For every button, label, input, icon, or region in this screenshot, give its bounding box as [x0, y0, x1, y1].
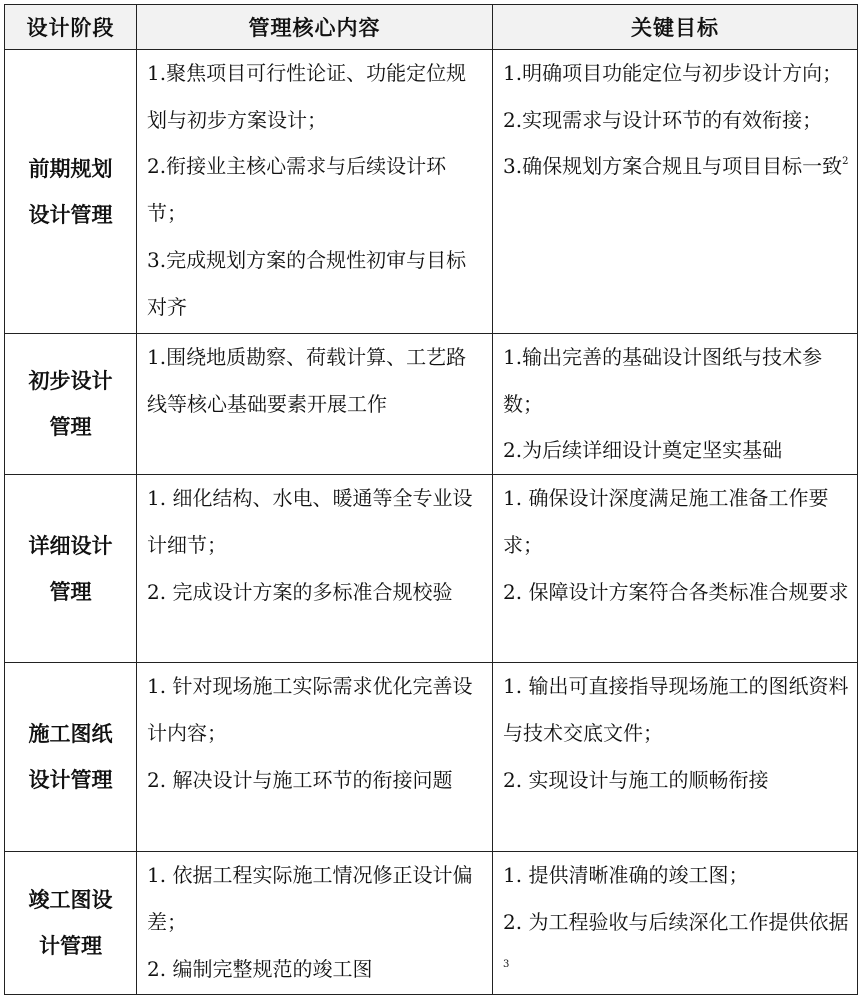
table-row	[5, 334, 858, 475]
content-item: 3.完成规划方案的合规性初审与目标对齐	[147, 247, 467, 319]
footnote-marker: 2	[842, 156, 849, 168]
content-cell	[137, 852, 493, 995]
goal-cell	[493, 475, 858, 663]
content-item: 1.聚焦项目可行性论证、功能定位规划与初步方案设计；	[147, 61, 467, 132]
goal-cell	[493, 852, 858, 995]
header-row	[5, 5, 858, 50]
stage-label: 施工图纸	[28, 722, 113, 747]
stage-label: 初步设计	[28, 369, 113, 394]
header-content: 管理核心内容	[137, 5, 493, 50]
stage-cell	[5, 50, 137, 334]
goal-item	[503, 143, 849, 190]
table-row	[5, 852, 858, 995]
goal-text: 3.确保规划方案合规且与项目目标一致	[503, 154, 843, 179]
content-item: 2. 完成设计方案的多标准合规校验	[147, 579, 453, 604]
header-stage: 设计阶段	[5, 5, 137, 50]
content-item: 1. 细化结构、水电、暖通等全专业设计细节；	[147, 486, 473, 557]
goal-item	[503, 899, 849, 992]
stage-label: 竣工图设	[28, 888, 113, 913]
goal-cell	[493, 50, 858, 334]
goal-item: 2.实现需求与设计环节的有效衔接；	[503, 107, 823, 132]
goal-item: 1. 提供清晰准确的竣工图；	[503, 863, 749, 888]
goal-item: 2. 保障设计方案符合各类标准合规要求	[503, 579, 849, 604]
stage-cell	[5, 663, 137, 852]
stage-cell	[5, 852, 137, 995]
content-item: 1. 依据工程实际施工情况修正设计偏差；	[147, 863, 473, 934]
content-cell	[137, 475, 493, 663]
goal-cell	[493, 334, 858, 475]
goal-item: 1. 确保设计深度满足施工准备工作要求；	[503, 486, 829, 557]
content-item: 1. 针对现场施工实际需求优化完善设计内容；	[147, 674, 473, 745]
header-goals: 关键目标	[493, 5, 858, 50]
stage-label: 管理	[49, 415, 92, 440]
goal-item: 2.为后续详细设计奠定坚实基础	[503, 438, 783, 463]
design-management-table	[4, 4, 858, 995]
content-item: 1.围绕地质勘察、荷载计算、工艺路线等核心基础要素开展工作	[147, 345, 467, 416]
content-item: 2. 解决设计与施工环节的衔接问题	[147, 767, 453, 792]
stage-label: 详细设计	[28, 533, 113, 558]
goal-cell	[493, 663, 858, 852]
footnote-marker: 3	[503, 958, 510, 970]
stage-label: 管理	[49, 579, 92, 604]
goal-item: 1.输出完善的基础设计图纸与技术参数；	[503, 345, 823, 416]
content-item: 2. 编制完整规范的竣工图	[147, 956, 373, 981]
table-row	[5, 475, 858, 663]
goal-text: 2. 为工程验收与后续深化工作提供依据	[503, 909, 849, 934]
table-row	[5, 50, 858, 334]
content-item: 2.衔接业主核心需求与后续设计环节；	[147, 154, 447, 226]
stage-label: 设计管理	[28, 768, 113, 793]
goal-item: 1. 输出可直接指导现场施工的图纸资料与技术交底文件；	[503, 674, 849, 745]
stage-cell	[5, 334, 137, 475]
stage-cell	[5, 475, 137, 663]
stage-label: 前期规划	[28, 156, 113, 181]
content-cell	[137, 334, 493, 475]
table-row	[5, 663, 858, 852]
goal-item: 2. 实现设计与施工的顺畅衔接	[503, 767, 769, 792]
stage-label: 计管理	[39, 934, 102, 959]
goal-item: 1.明确项目功能定位与初步设计方向；	[503, 61, 843, 85]
content-cell	[137, 50, 493, 334]
content-cell	[137, 663, 493, 852]
stage-label: 设计管理	[28, 202, 113, 227]
